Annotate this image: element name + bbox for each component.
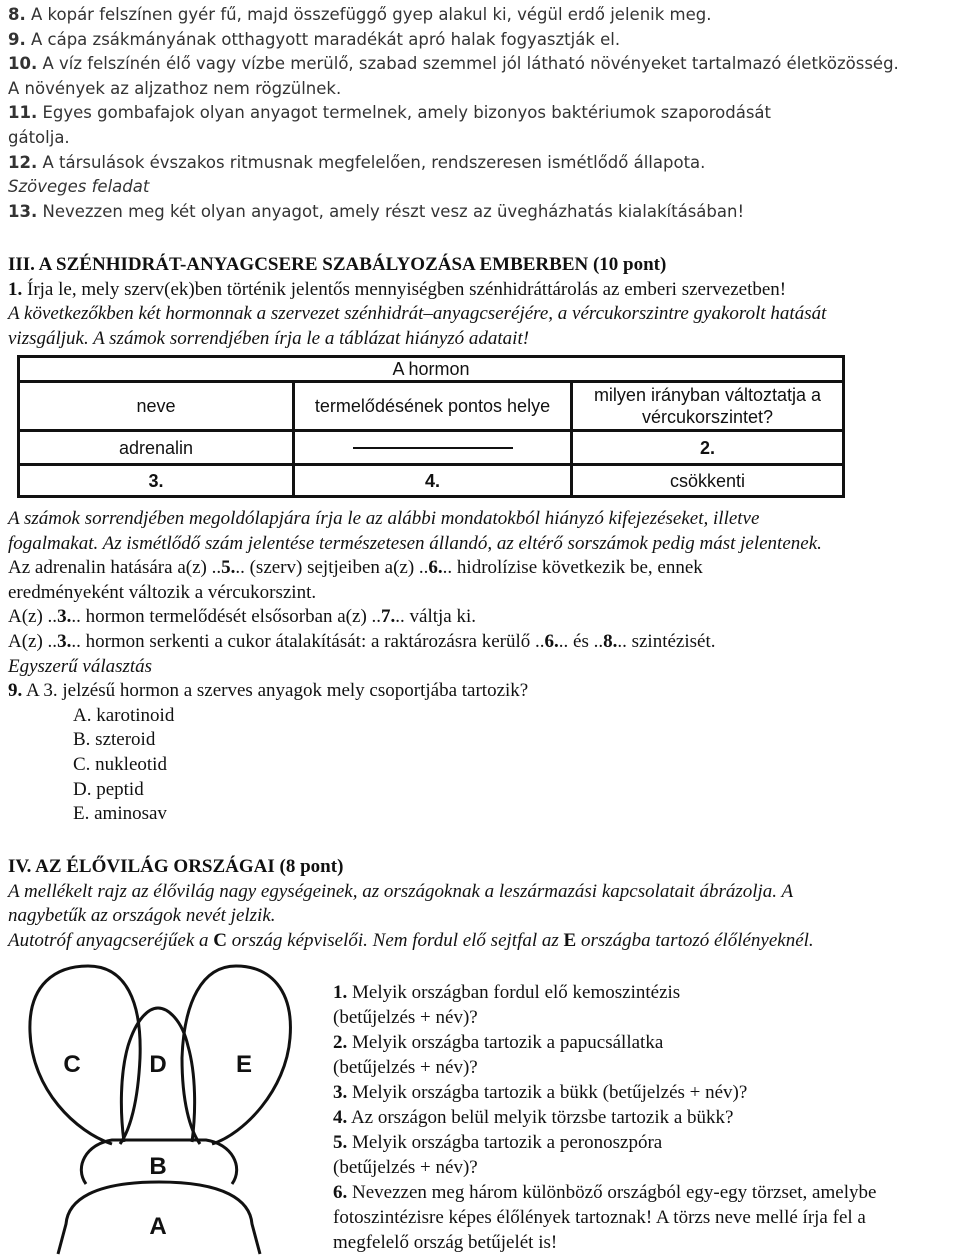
answer-option: E. aminosav <box>73 803 167 825</box>
list-item: fotoszintézisre képes élőlények tartoznak! A törzs neve mellé írja fel a <box>333 1207 866 1228</box>
col-header-direction: milyen irányban változtatja a vércukorszintet? <box>593 385 822 427</box>
list-item: 10. A víz felszínén élő vagy vízbe merülő, szabad szemmel jól látható növényeket tartalmazó életközösség. <box>8 54 899 74</box>
instruction-line: A számok sorrendjében megoldólapjára írja le az alábbi mondatokból hiányzó kifejezéseket, illetve <box>8 508 760 529</box>
section-4-intro-line: nagybetűk az országok nevét jelzik. <box>8 905 276 927</box>
kingdom-label-a: A <box>149 1213 167 1240</box>
hormone-table <box>17 355 845 498</box>
kingdom-label-d: D <box>149 1051 167 1078</box>
table-cell: csökkenti <box>669 471 746 491</box>
kingdoms-diagram <box>18 962 300 1257</box>
list-item: 3. Melyik országba tartozik a bükk (betűjelzés + név)? <box>333 1082 748 1103</box>
fill-sentence: eredményeként változik a vércukorszint. <box>8 581 317 603</box>
list-item: (betűjelzés + név)? <box>333 1007 478 1028</box>
list-item: 11. Egyes gombafajok olyan anyagot termelnek, amely bizonyos baktériumok szaporodását <box>8 103 771 123</box>
answer-option: D. peptid <box>73 778 144 800</box>
list-item: 4. Az országon belül melyik törzsbe tartozik a bükk? <box>333 1107 734 1128</box>
table-cell: 3. <box>148 471 164 491</box>
list-item: gátolja. <box>8 127 70 147</box>
section-3-question-1: 1. Írja le, mely szerv(ek)ben történik jelentős mennyiségben szénhidráttárolás az emberi szervezetben! <box>8 278 787 300</box>
table-cell: 4. <box>424 471 440 491</box>
question-13: 13. Nevezzen meg két olyan anyagot, amely részt vesz az üvegházhatás kialakításában! <box>8 201 745 221</box>
list-item: 8. A kopár felszínen gyér fű, majd összefüggő gyep alakul ki, végül erdő jelenik meg. <box>8 5 712 24</box>
section-4 <box>8 855 952 953</box>
table-cell: adrenalin <box>118 437 194 458</box>
list-item: 2. Melyik országba tartozik a papucsállatka <box>333 1032 664 1053</box>
answer-option: B. szteroid <box>73 729 156 751</box>
table-top-header: A hormon <box>392 359 470 379</box>
table-cell: 2. <box>699 437 715 458</box>
list-item: 9. A cápa zsákmányának otthagyott maradékát apró halak fogyasztják el. <box>8 29 621 49</box>
task-type-label: Egyszerű választás <box>8 655 153 677</box>
list-item: 1. Melyik országban fordul elő kemoszintézis <box>333 982 681 1003</box>
kingdom-label-b: B <box>149 1153 167 1180</box>
answer-option: A. karotinoid <box>73 704 175 726</box>
list-item: 6. Nevezzen meg három különböző országból egy-egy törzset, amelybe <box>333 1182 877 1203</box>
list-item: A növények az aljzathoz nem rögzülnek. <box>8 78 342 98</box>
list-item: (betűjelzés + név)? <box>333 1157 478 1178</box>
kingdom-label-e: E <box>235 1051 253 1078</box>
section-4-intro-line: A mellékelt rajz az élővilág nagy egységeinek, az országoknak a leszármazási kapcsolatait ábrázolja. A <box>8 880 794 902</box>
list-item: 12. A társulások évszakos ritmusnak megfelelően, rendszeresen ismétlődő állapota. <box>8 152 706 172</box>
col-header-location: termelődésének pontos helye <box>314 396 551 416</box>
section-3-intro-line: vizsgáljuk. A számok sorrendjében írja le a táblázat hiányzó adatait! <box>8 327 530 349</box>
fill-sentence: A(z) ..3... hormon termelődését elsősorban a(z) ..7... váltja ki. <box>8 606 477 628</box>
list-item: megfelelő ország betűjelét is! <box>333 1232 558 1253</box>
section-3-intro-line: A következőkben két hormonnak a szervezet szénhidrát–anyagcseréjére, a vércukorszintre gyakorolt hatását <box>8 303 827 325</box>
list-item: (betűjelzés + név)? <box>333 1057 478 1078</box>
section-4-questions <box>333 980 955 1255</box>
task-type-label: Szöveges feladat <box>8 177 150 197</box>
question-9: 9. A 3. jelzésű hormon a szerves anyagok mely csoportjába tartozik? <box>8 680 529 702</box>
section-3-heading: III. A SZÉNHIDRÁT-ANYAGCSERE SZABÁLYOZÁSA EMBERBEN (10 pont) <box>8 254 667 275</box>
section-4-heading: IV. AZ ÉLŐVILÁG ORSZÁGAI (8 pont) <box>8 856 344 877</box>
list-item: 5. Melyik országba tartozik a peronoszpóra <box>333 1132 663 1153</box>
fill-sentence: A(z) ..3... hormon serkenti a cukor átalakítását: a raktározásra kerülő ..6... és ..8... szintézisét. <box>8 630 716 652</box>
section-3-continued <box>8 507 952 827</box>
definition-list <box>8 3 952 224</box>
table-cell-blank <box>295 432 570 463</box>
col-header-name: neve <box>136 396 176 416</box>
kingdom-c-shape <box>30 966 140 1144</box>
instruction-line: fogalmakat. Az ismétlődő szám jelentése természetesen állandó, az eltérő sorszámok pedig mást jelentenek. <box>8 532 822 554</box>
dash-line <box>353 447 513 449</box>
section-4-intro-line: Autotróf anyagcseréjűek a C ország képviselői. Nem fordul elő sejtfal az E országba tartozó élőlényeknél. <box>8 929 814 951</box>
answer-option: C. nukleotid <box>73 753 167 775</box>
fill-sentence: Az adrenalin hatására a(z) ..5... (szerv) sejtjeiben a(z) ..6... hidrolízise következik be, ennek <box>8 557 703 579</box>
section-3 <box>8 253 952 351</box>
kingdom-label-c: C <box>63 1051 81 1078</box>
